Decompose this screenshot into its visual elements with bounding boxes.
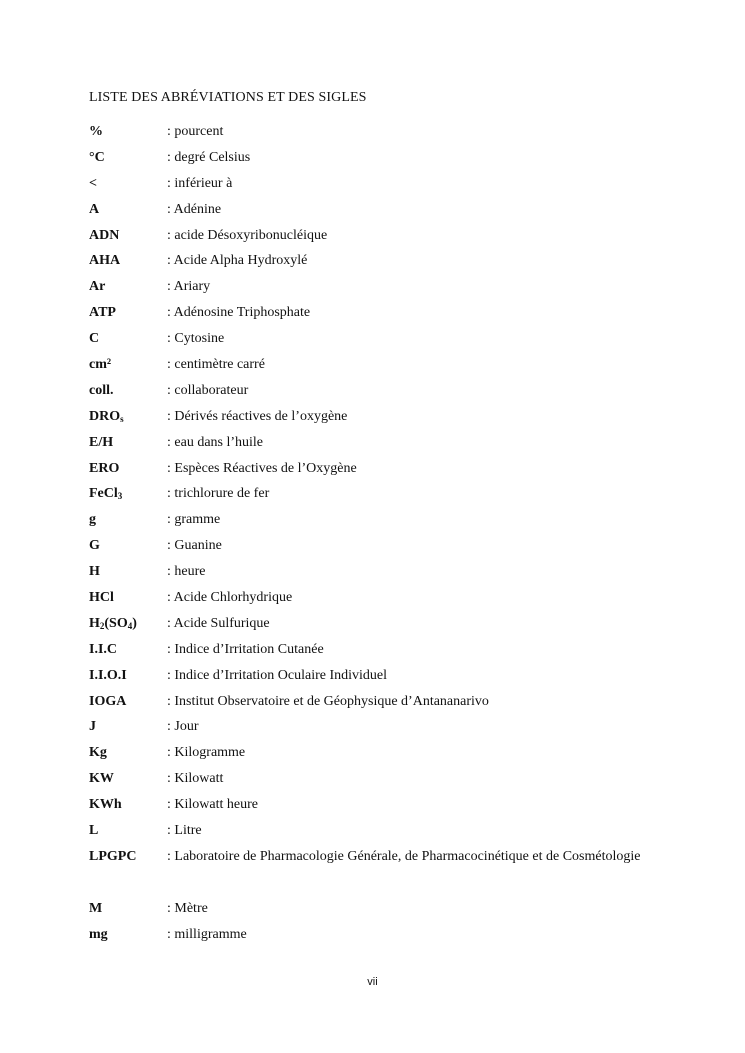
abbreviation: HCl: [89, 590, 114, 606]
abbreviation-row: [89, 326, 650, 352]
abbreviation-row: [89, 922, 650, 948]
abbreviation-row: [89, 507, 650, 533]
abbreviation: KWh: [89, 797, 122, 813]
abbreviation: ERO: [89, 460, 120, 476]
abbreviation-row: [89, 611, 650, 637]
abbreviation-row: [89, 145, 650, 171]
abbreviation-row: [89, 740, 650, 766]
abbreviation: A: [89, 201, 100, 217]
abbreviation-row: [89, 792, 650, 818]
abbreviation-row: [89, 637, 650, 663]
abbreviation-row: [89, 585, 650, 611]
abbreviation-row: [89, 300, 650, 326]
abbreviation: mg: [89, 926, 108, 942]
abbreviation: [89, 481, 167, 507]
abbreviation: Kg: [89, 745, 107, 761]
abbreviation: G: [89, 538, 100, 554]
abbreviation-row: [89, 119, 650, 145]
abbreviation: Ar: [89, 279, 106, 295]
definition: : Kilowatt heure: [167, 797, 258, 813]
abbreviation-text: FeCl: [89, 486, 118, 502]
abbreviation-list: [89, 119, 650, 948]
definition: : Mètre: [167, 900, 208, 916]
abbreviation-text: H: [89, 615, 100, 631]
definition: : Guanine: [167, 538, 222, 554]
abbreviation-row: [89, 456, 650, 482]
abbreviation: M: [89, 900, 103, 916]
definition: : pourcent: [167, 124, 224, 139]
definition: : Jour: [167, 719, 199, 735]
definition: : Kilowatt: [167, 771, 224, 787]
abbreviation: [89, 611, 167, 637]
definition: : centimètre carré: [167, 357, 265, 373]
definition: : Institut Observatoire et de Géophysique d’Antananarivo: [167, 693, 489, 709]
definition: : Cytosine: [167, 331, 225, 347]
abbreviation: ADN: [89, 227, 120, 243]
page-number: vii: [367, 976, 378, 988]
abbreviation-row: [89, 248, 650, 274]
abbreviation-text: ): [132, 615, 137, 631]
abbreviation: %: [89, 124, 103, 139]
abbreviation-row: [89, 223, 650, 249]
abbreviation: <: [89, 175, 97, 191]
abbreviation: °C: [89, 149, 105, 165]
definition: : acide Désoxyribonucléique: [167, 227, 328, 243]
abbreviation: [89, 404, 167, 430]
abbreviation: E/H: [89, 434, 114, 450]
definition: : gramme: [167, 512, 221, 528]
abbreviation-row: [89, 559, 650, 585]
abbreviation-row: [89, 481, 650, 507]
abbreviation: KW: [89, 771, 114, 787]
abbreviation: H: [89, 564, 100, 580]
abbreviation-row: [89, 844, 650, 896]
abbreviation-row: [89, 818, 650, 844]
abbreviation-text: DRO: [89, 408, 121, 424]
definition: : eau dans l’huile: [167, 434, 264, 450]
subscript: 2: [99, 620, 105, 631]
abbreviation-row: [89, 896, 650, 922]
abbreviation: L: [89, 823, 99, 839]
abbreviation-row: [89, 533, 650, 559]
definition: : Acide Sulfurique: [167, 615, 270, 631]
abbreviation-row: [89, 378, 650, 404]
definition: : degré Celsius: [167, 149, 251, 165]
abbreviation: IOGA: [89, 693, 127, 709]
definition: : Indice d’Irritation Cutanée: [167, 641, 324, 657]
subscript: 4: [127, 620, 133, 631]
definition: : Adénine: [167, 201, 222, 217]
abbreviation-row: [89, 352, 650, 378]
abbreviation-text: (SO: [104, 615, 128, 631]
abbreviation: cm²: [89, 357, 112, 373]
definition: : Laboratoire de Pharmacologie Générale, de Pharmacocinétique et de Cosmétologie: [167, 848, 641, 864]
definition: : Litre: [167, 823, 202, 839]
definition: : Acide Alpha Hydroxylé: [167, 253, 308, 269]
definition: : Ariary: [167, 279, 211, 295]
definition: : Adénosine Triphosphate: [167, 305, 311, 321]
abbreviation-row: [89, 714, 650, 740]
abbreviation-row: [89, 197, 650, 223]
abbreviation: I.I.C: [89, 641, 118, 657]
abbreviation: ATP: [89, 305, 116, 321]
subscript: s: [120, 413, 124, 424]
definition: : inférieur à: [167, 175, 233, 191]
abbreviation: I.I.O.I: [89, 667, 127, 683]
abbreviation: J: [89, 719, 96, 735]
definition: : Dérivés réactives de l’oxygène: [167, 408, 348, 424]
definition: : Indice d’Irritation Oculaire Individuel: [167, 667, 388, 683]
definition: : Espèces Réactives de l’Oxygène: [167, 460, 357, 476]
definition: : heure: [167, 564, 206, 580]
subscript: 3: [117, 491, 123, 502]
abbreviation-row: [89, 430, 650, 456]
abbreviation-row: [89, 171, 650, 197]
abbreviation: g: [89, 512, 96, 528]
definition: : trichlorure de fer: [167, 486, 270, 502]
page-title: LISTE DES ABRÉVIATIONS ET DES SIGLES: [89, 90, 367, 105]
abbreviation-row: [89, 274, 650, 300]
abbreviation: AHA: [89, 253, 121, 269]
definition: : Acide Chlorhydrique: [167, 590, 293, 606]
abbreviation: LPGPC: [89, 848, 137, 864]
definition: : Kilogramme: [167, 745, 246, 761]
definition: : milligramme: [167, 926, 247, 942]
abbreviation-row: [89, 663, 650, 689]
abbreviation: coll.: [89, 382, 114, 398]
abbreviation-row: [89, 404, 650, 430]
definition: : collaborateur: [167, 382, 249, 398]
abbreviation: C: [89, 331, 100, 347]
abbreviation-row: [89, 766, 650, 792]
abbreviation-row: [89, 689, 650, 715]
